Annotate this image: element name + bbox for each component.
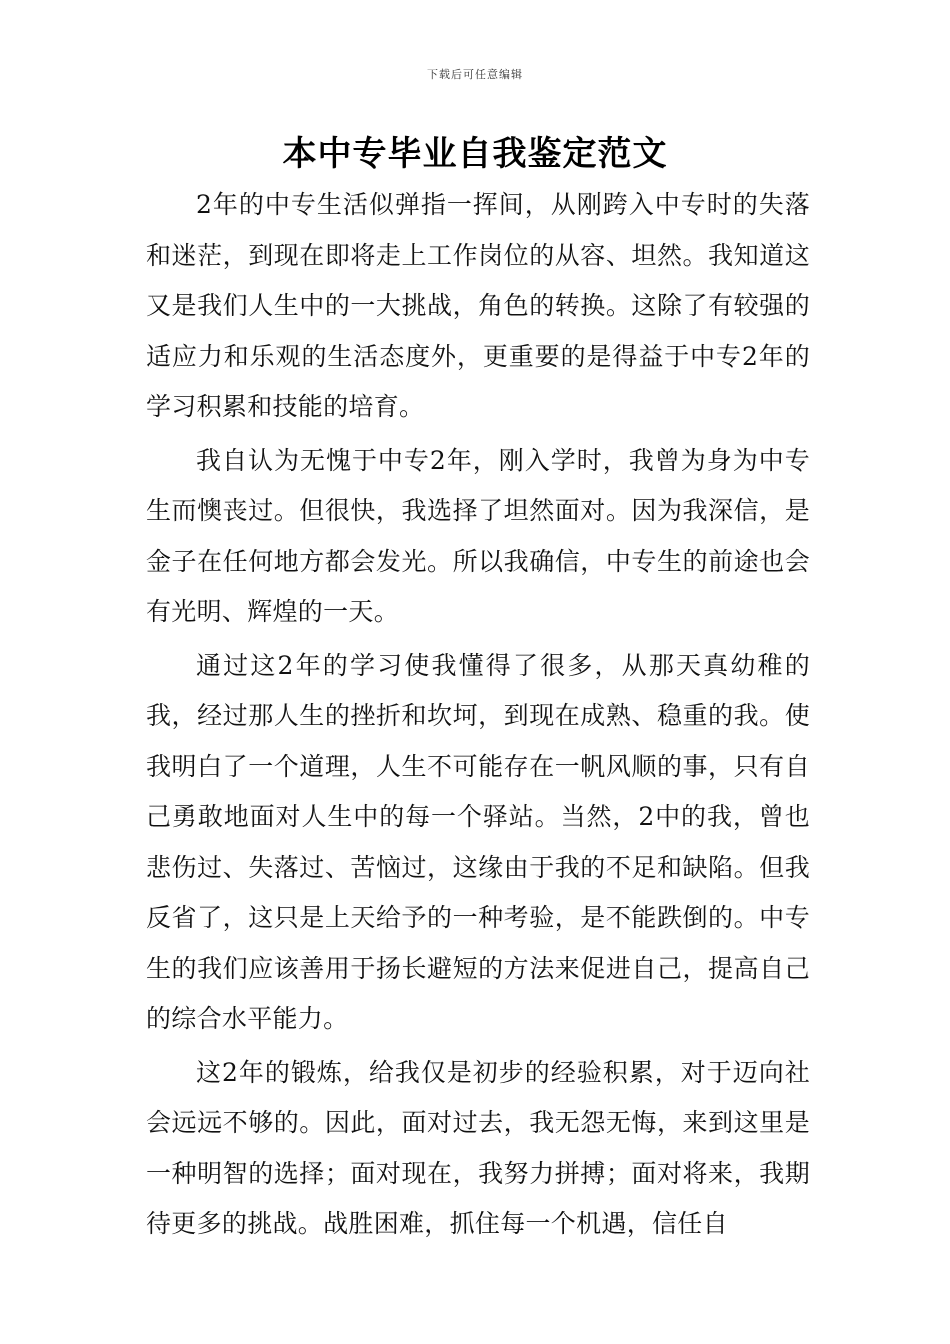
document-body: [146, 180, 810, 1253]
paragraph-2: 我自认为无愧于中专2年，刚入学时，我曾为身为中专生而懊丧过。但很快，我选择了坦然面对。因为我深信，是金子在任何地方都会发光。所以我确信，中专生的前途也会有光明、辉煌的一天。: [146, 445, 810, 626]
header-note: 下载后可任意编辑: [427, 68, 523, 81]
document-title: 本中专毕业自我鉴定范文: [282, 134, 668, 174]
paragraph-3: 通过这2年的学习使我懂得了很多，从那天真幼稚的我，经过那人生的挫折和坎坷，到现在成熟、稳重的我。使我明白了一个道理，人生不可能存在一帆风顺的事，只有自己勇敢地面对人生中的每一个驿站。当然，2中的我，曾也悲伤过、失落过、苦恼过，这缘由于我的不足和缺陷。但我反省了，这只是上天给予的一种考验，是不能跌倒的。中专生的我们应该善用于扬长避短的方法来促进自己，提高自己的综合水平能力。: [146, 650, 810, 1033]
paragraph-4: 这2年的锻炼，给我仅是初步的经验积累，对于迈向社会远远不够的。因此，面对过去，我无怨无悔，来到这里是一种明智的选择；面对现在，我努力拼搏；面对将来，我期待更多的挑战。战胜困难，抓住每一个机遇，信任自: [146, 1057, 810, 1238]
paragraph-1: 2年的中专生活似弹指一挥间，从刚跨入中专时的失落和迷茫，到现在即将走上工作岗位的从容、坦然。我知道这又是我们人生中的一大挑战，角色的转换。这除了有较强的适应力和乐观的生活态度外，更重要的是得益于中专2年的学习积累和技能的培育。: [146, 190, 810, 421]
